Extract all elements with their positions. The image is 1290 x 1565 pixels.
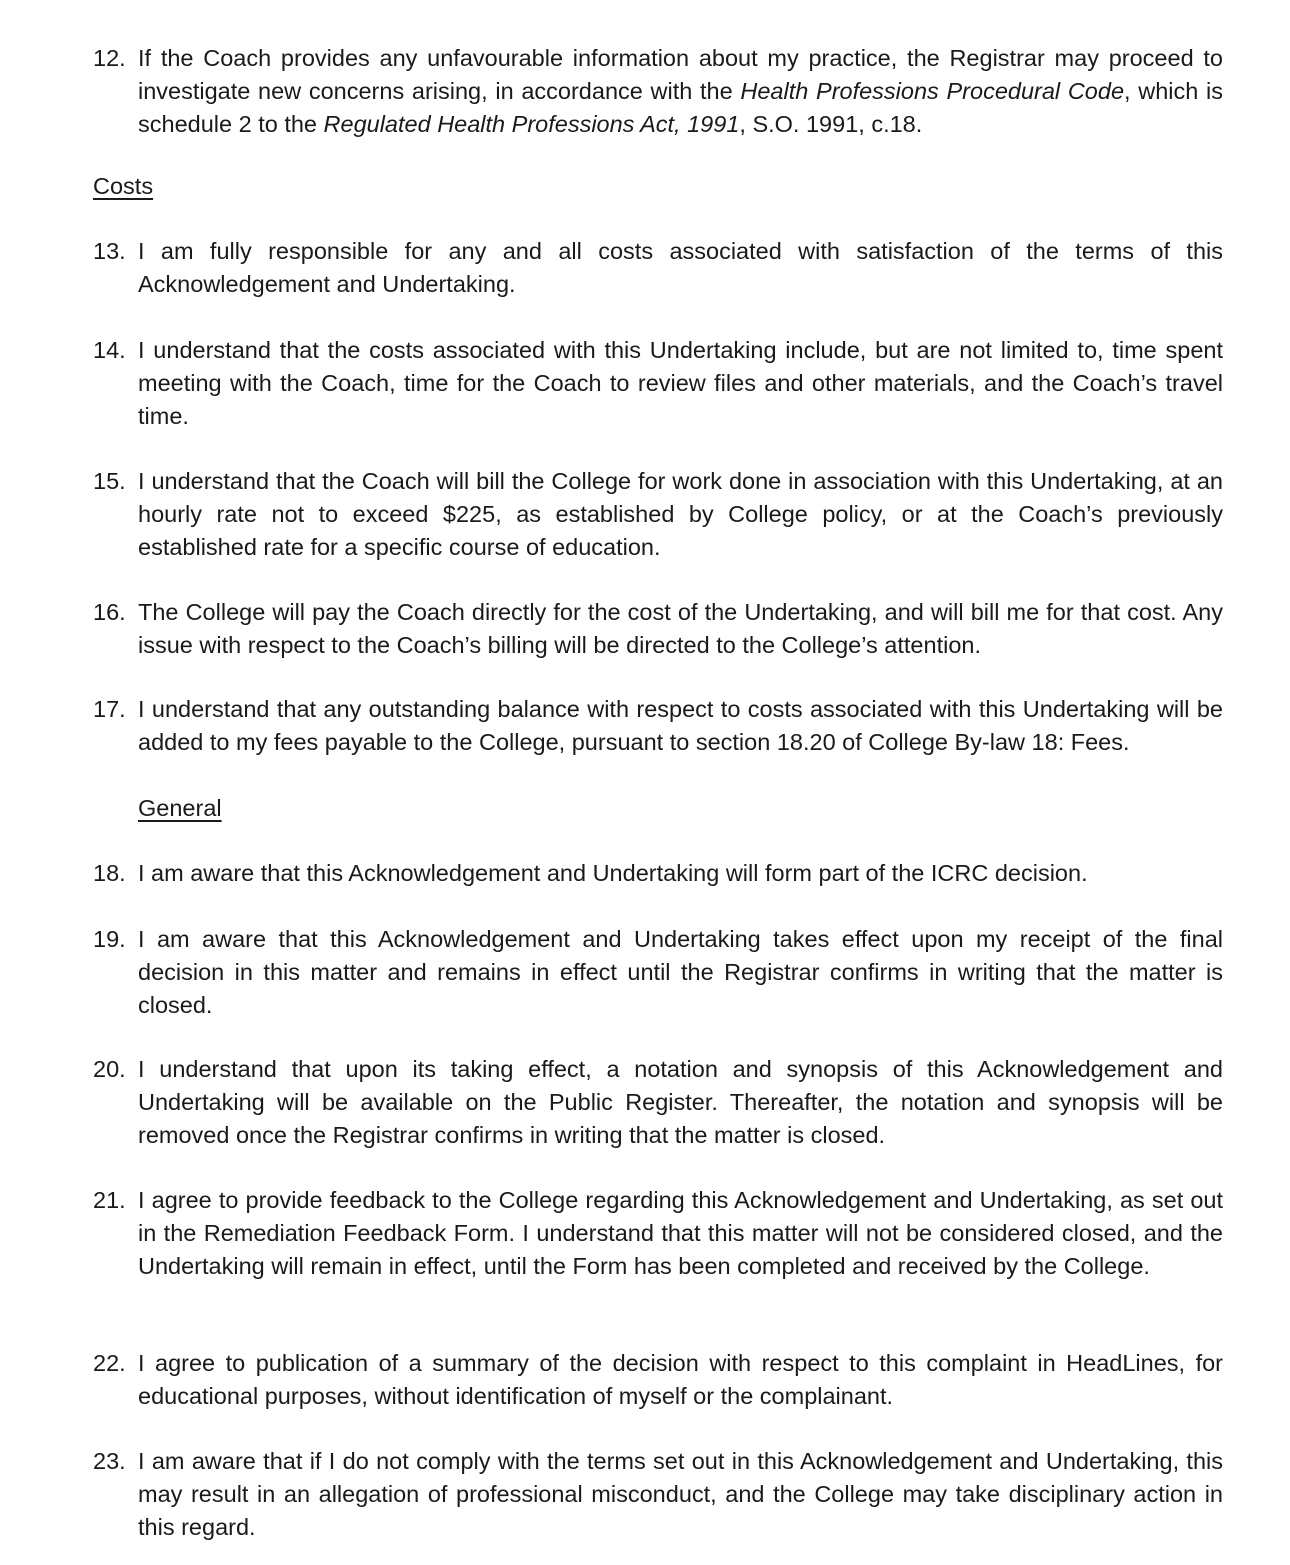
statute-title: Regulated Health Professions Act, 1991 (323, 111, 740, 137)
clause-15 (93, 465, 1223, 564)
clause-18 (93, 857, 1223, 890)
clause-text: I agree to publication of a summary of the decision with respect to this complaint in HeadLines, for educational purposes, without identification of myself or the complainant. (138, 1350, 1223, 1409)
clause-text: I am aware that this Acknowledgement and Undertaking takes effect upon my receipt of the final decision in this matter and remains in effect until the Registrar confirms in writing that the matter is closed. (138, 926, 1223, 1018)
clause-number: 20. (93, 1056, 126, 1082)
clause-number: 22. (93, 1350, 126, 1376)
clause-number: 19. (93, 926, 126, 952)
clause-text: I understand that any outstanding balance with respect to costs associated with this Undertaking will be added to my fees payable to the College, pursuant to section 18.20 of College By-law 18: Fees. (138, 696, 1223, 755)
clause-number: 17. (93, 696, 126, 722)
section-heading-costs: Costs (93, 173, 154, 199)
clause-text-part: , S.O. 1991, c.18. (739, 111, 923, 137)
clause-text: I am aware that if I do not comply with the terms set out in this Acknowledgement and Undertaking, this may result in an allegation of professional misconduct, and the College may take disciplinary action in this regard. (138, 1448, 1223, 1540)
clause-13 (93, 235, 1223, 301)
clause-14 (93, 334, 1223, 433)
clause-number: 13. (93, 238, 126, 264)
clause-text: I am fully responsible for any and all costs associated with satisfaction of the terms of this Acknowledgement and Undertaking. (138, 238, 1223, 297)
clause-number: 15. (93, 468, 126, 494)
clause-text: I am aware that this Acknowledgement and Undertaking will form part of the ICRC decision. (138, 860, 1088, 886)
clause-number: 14. (93, 337, 126, 363)
clause-text-part: , which is schedule 2 to the (138, 78, 1223, 137)
clause-16 (93, 596, 1223, 662)
clause-12 (93, 42, 1223, 141)
clause-number: 21. (93, 1187, 126, 1213)
clause-21 (93, 1184, 1223, 1283)
clause-22 (93, 1347, 1223, 1413)
clause-text: I understand that the costs associated with this Undertaking include, but are not limited to, time spent meeting with the Coach, time for the Coach to review files and other materials, and the Coach’s travel time. (138, 337, 1223, 429)
clause-17 (93, 693, 1223, 759)
clause-text: I understand that the Coach will bill the College for work done in association with this Undertaking, at an hourly rate not to exceed $225, as established by College policy, or at the Coach’s previously established rate for a specific course of education. (138, 468, 1223, 560)
clause-text: I understand that upon its taking effect, a notation and synopsis of this Acknowledgement and Undertaking will be available on the Public Register. Thereafter, the notation and synopsis will be removed once the Registrar confirms in writing that the matter is closed. (138, 1056, 1223, 1148)
section-heading-general: General (138, 795, 222, 821)
clause-number: 18. (93, 860, 126, 886)
clause-number: 12. (93, 45, 126, 71)
clause-number: 16. (93, 599, 126, 625)
clause-19 (93, 923, 1223, 1022)
clause-text: I agree to provide feedback to the College regarding this Acknowledgement and Undertaking, as set out in the Remediation Feedback Form. I understand that this matter will not be considered closed, and the Undertaking will remain in effect, until the Form has been completed and received by the College. (138, 1187, 1223, 1279)
clause-text (138, 42, 1223, 141)
clause-text: The College will pay the Coach directly for the cost of the Undertaking, and will bill me for that cost. Any issue with respect to the Coach’s billing will be directed to the College’s attention. (138, 599, 1223, 658)
clause-20 (93, 1053, 1223, 1152)
clause-text-part: If the Coach provides any unfavourable information about my practice, the Registrar may proceed to investigate new concerns arising, in accordance with the (138, 45, 1223, 104)
statute-title: Health Professions Procedural Code (740, 78, 1125, 104)
clause-number: 23. (93, 1448, 126, 1474)
clause-23 (93, 1445, 1223, 1544)
